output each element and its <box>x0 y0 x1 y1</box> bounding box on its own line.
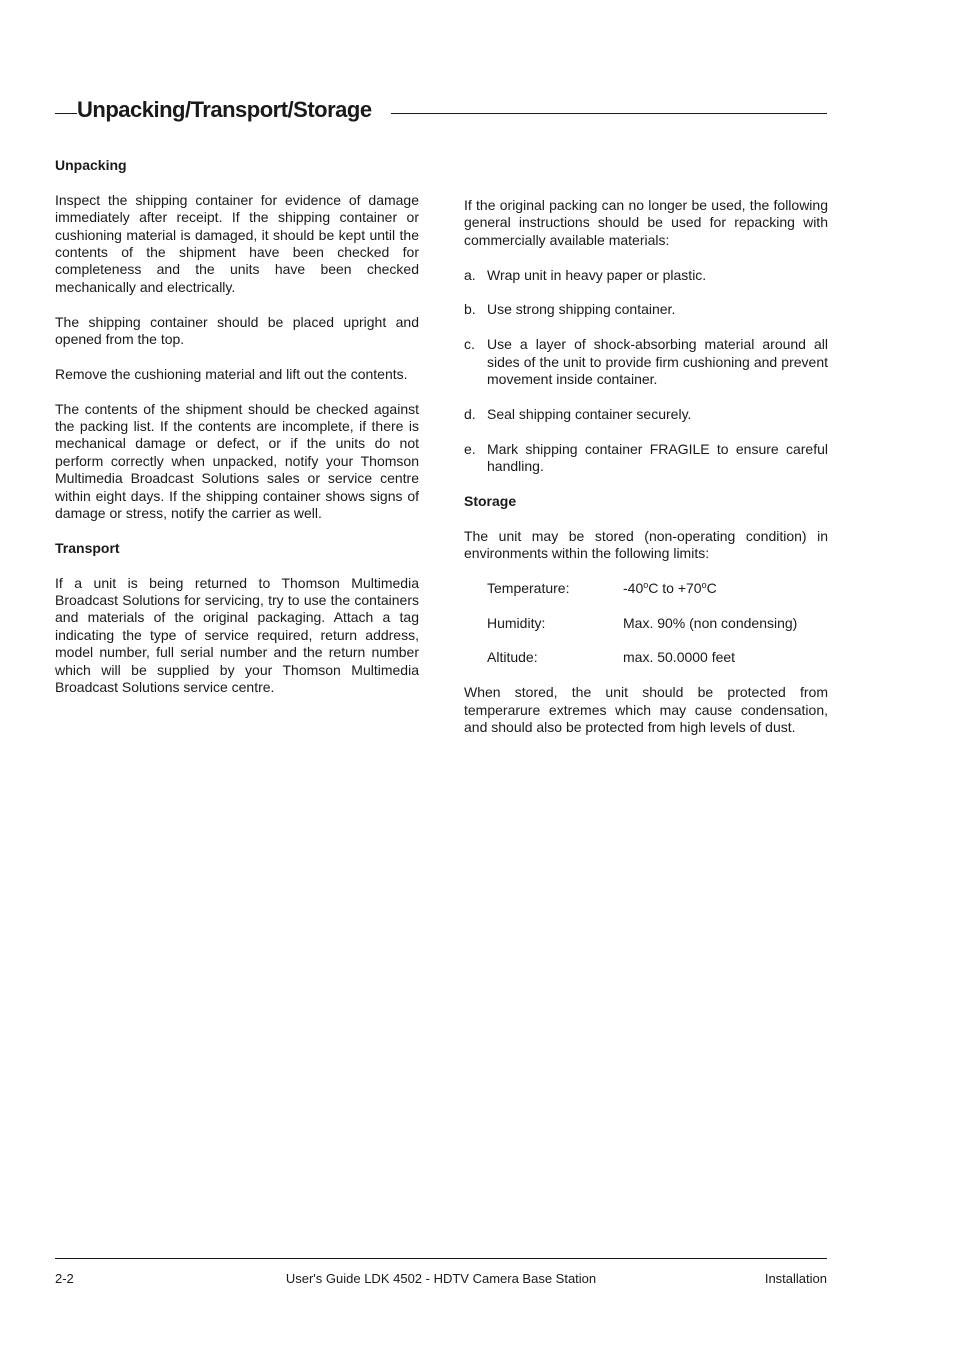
list-item <box>464 301 828 318</box>
spec-altitude <box>487 649 828 666</box>
list-text: Use a layer of shock-absorbing material around all sides of the unit to provide firm cushioning and prevent movement inside container. <box>487 336 828 388</box>
list-item <box>464 441 828 476</box>
header-rule-left <box>55 113 77 114</box>
list-marker: b. <box>464 301 476 318</box>
list-item <box>464 267 828 284</box>
footer-rule <box>55 1258 827 1259</box>
storage-intro: The unit may be stored (non-operating condition) in environments within the following limits: <box>464 527 828 562</box>
repacking-intro: If the original packing can no longer be used, the following general instructions should be used for repacking with commercially available materials: <box>464 197 828 248</box>
transport-heading: Transport <box>55 539 120 556</box>
transport-paragraph: If a unit is being returned to Thomson Multimedia Broadcast Solutions for servicing, try to use the containers and materials of the original packaging. Attach a tag indicating the type of service required, return address, model number, full serial number and the return number which will be supplied by your Thomson Multimedia Broadcast Solutions service centre. <box>55 574 419 696</box>
storage-heading: Storage <box>464 492 517 509</box>
section-name: Installation <box>764 1271 827 1286</box>
unpacking-paragraph-3: Remove the cushioning material and lift out the contents. <box>55 365 408 382</box>
spec-value: -40$^o$C to $+70^oC$ <box>623 579 717 596</box>
storage-outro: When stored, the unit should be protected from temperarure extremes which may cause condensation, and should also be protected from high levels of dust. <box>464 684 828 736</box>
list-marker: e. <box>464 440 476 457</box>
list-marker: d. <box>464 405 476 422</box>
spec-temperature <box>487 580 828 597</box>
list-text: Seal shipping container securely. <box>487 405 692 422</box>
left-column <box>55 157 419 714</box>
unpacking-paragraph-2: The shipping container should be placed upright and opened from the top. <box>55 313 419 348</box>
unpacking-paragraph-4: The contents of the shipment should be checked against the packing list. If the contents are incomplete, if there is mechanical damage or defect, or if the units do not perform correctly when unpacked, notify your Thomson Multimedia Broadcast Solutions sales or service centre within eight days. If the shipping container shows signs of damage or stress, notify the carrier as well. <box>55 400 419 522</box>
list-item <box>464 336 828 388</box>
spec-label: Temperature: <box>487 579 570 596</box>
page-header <box>55 96 827 126</box>
list-marker: a. <box>464 266 476 283</box>
unpacking-heading: Unpacking <box>55 157 127 173</box>
page-title: Unpacking/Transport/Storage <box>77 97 372 122</box>
guide-title: User's Guide LDK 4502 - HDTV Camera Base Station <box>285 1271 597 1286</box>
spec-label: Humidity: <box>487 614 546 631</box>
spec-value: max. 50.0000 feet <box>623 649 736 666</box>
list-marker: c. <box>464 336 475 353</box>
list-text: Use strong shipping container. <box>487 301 676 318</box>
right-column <box>464 197 828 754</box>
spec-label: Altitude: <box>487 649 538 666</box>
unpacking-paragraph-1: Inspect the shipping container for evidence of damage immediately after receipt. If the shipping container or cushioning material is damaged, it should be kept until the contents of the shipment have been checked for completeness and the units have been checked mechanically and electrically. <box>55 191 419 295</box>
list-item <box>464 406 828 423</box>
header-rule-right <box>391 113 827 114</box>
list-text: Wrap unit in heavy paper or plastic. <box>487 266 707 283</box>
list-text: Mark shipping container FRAGILE to ensure careful handling. <box>487 440 828 475</box>
page-number: 2-2 <box>55 1271 74 1286</box>
spec-value: Max. 90% (non condensing) <box>623 614 798 631</box>
spec-humidity <box>487 615 828 632</box>
